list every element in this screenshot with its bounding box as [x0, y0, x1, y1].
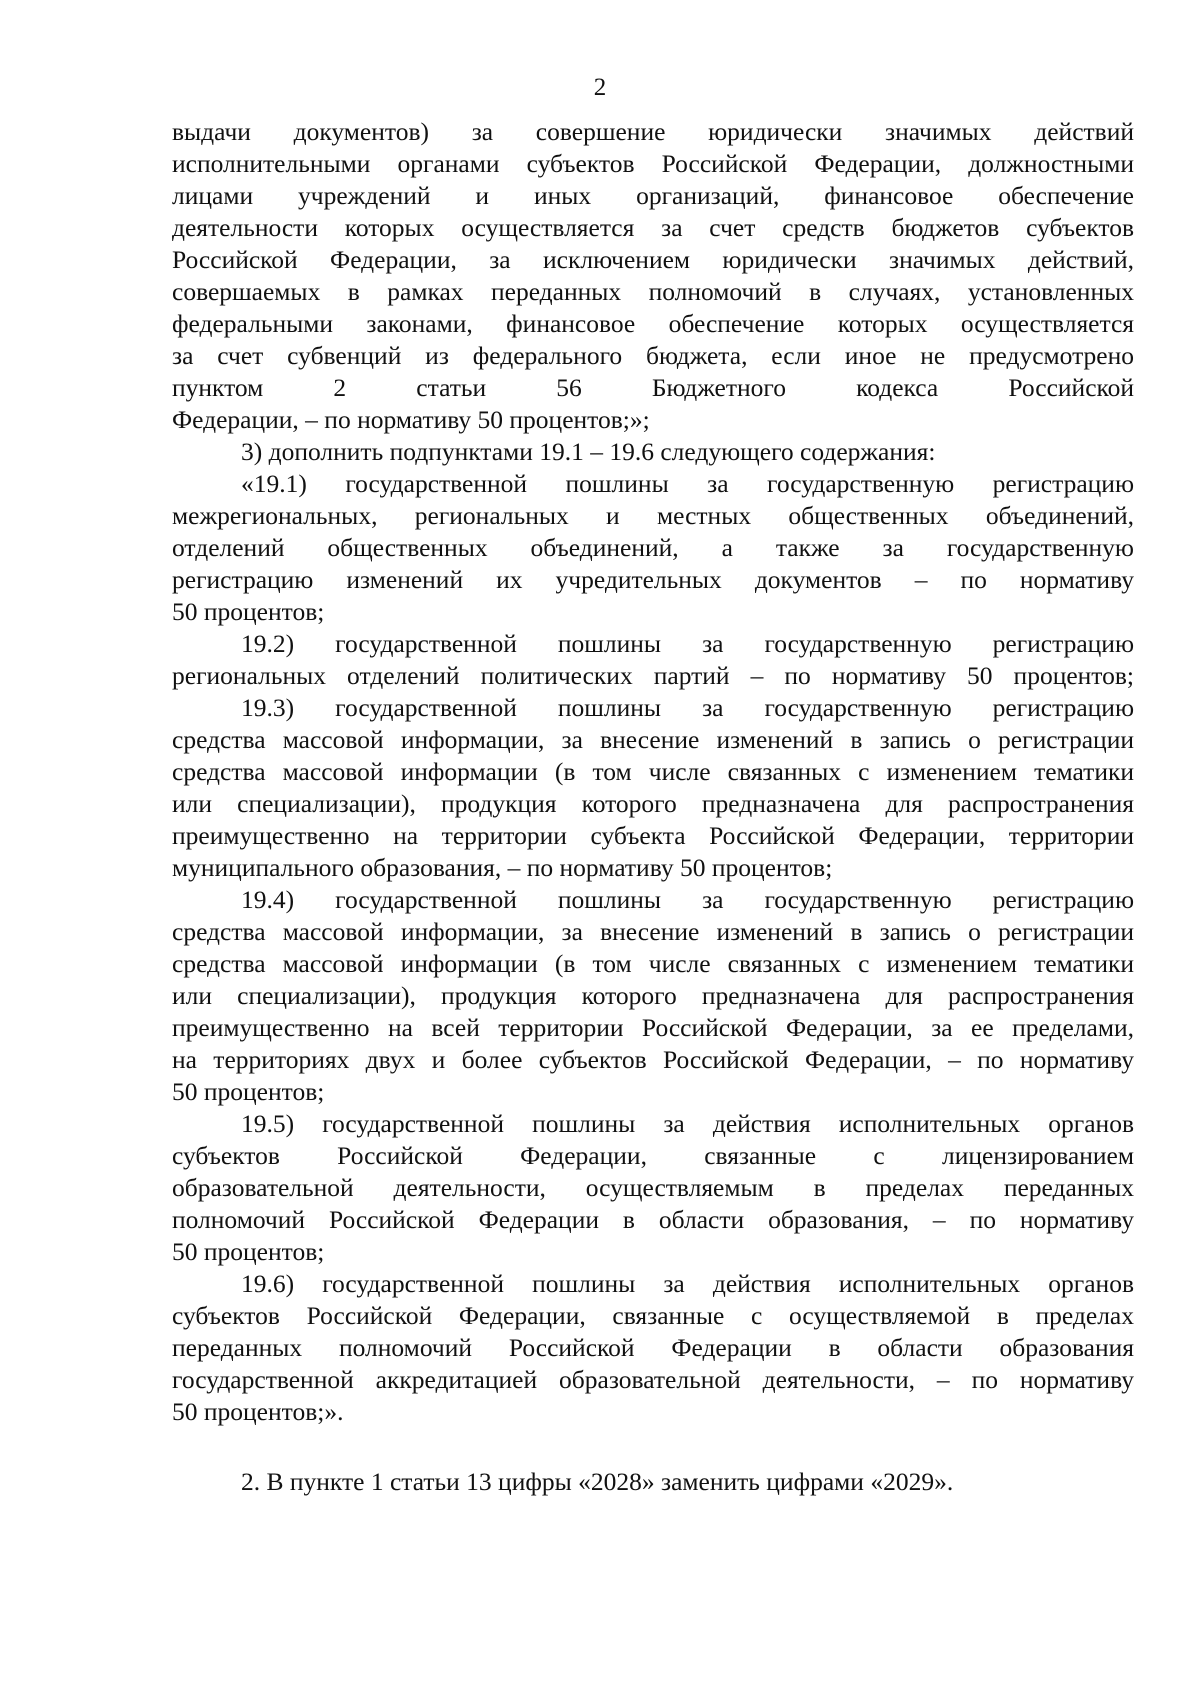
- text-line: средства массовой информации, за внесение изменений в запись о регистрации: [172, 725, 1134, 754]
- text-line: или специализации), продукция которого предназначена для распространения: [172, 981, 1134, 1010]
- text-line: 50 процентов;: [172, 1077, 325, 1106]
- text-line: 19.6) государственной пошлины за действия исполнительных органов: [241, 1269, 1134, 1298]
- text-line: «19.1) государственной пошлины за государственную регистрацию: [241, 469, 1134, 498]
- text-line: преимущественно на территории субъекта Российской Федерации, территории: [172, 821, 1134, 850]
- text-line: исполнительными органами субъектов Российской Федерации, должностными: [172, 149, 1134, 178]
- text-line: или специализации), продукция которого предназначена для распространения: [172, 789, 1134, 818]
- text-line: средства массовой информации, за внесение изменений в запись о регистрации: [172, 917, 1134, 946]
- text-line: полномочий Российской Федерации в области образования, – по нормативу: [172, 1205, 1134, 1234]
- text-line: субъектов Российской Федерации, связанные с осуществляемой в пределах: [172, 1301, 1134, 1330]
- text-line: государственной аккредитацией образовательной деятельности, – по нормативу: [172, 1365, 1134, 1394]
- text-line: за счет субвенций из федерального бюджета, если иное не предусмотрено: [172, 341, 1134, 370]
- text-line: Российской Федерации, за исключением юридически значимых действий,: [172, 245, 1134, 274]
- text-line: преимущественно на всей территории Российской Федерации, за ее пределами,: [172, 1013, 1134, 1042]
- text-line: 3) дополнить подпунктами 19.1 – 19.6 следующего содержания:: [241, 437, 936, 466]
- final-paragraph: 2. В пункте 1 статьи 13 цифры «2028» заменить цифрами «2029».: [241, 1467, 954, 1496]
- text-line: переданных полномочий Российской Федерации в области образования: [172, 1333, 1134, 1362]
- text-line: 50 процентов;: [172, 1237, 325, 1266]
- text-line: 50 процентов;».: [172, 1397, 344, 1426]
- text-line: отделений общественных объединений, а также за государственную: [172, 533, 1134, 562]
- text-line: пунктом 2 статьи 56 Бюджетного кодекса Российской: [172, 373, 1134, 402]
- text-line: деятельности которых осуществляется за счет средств бюджетов субъектов: [172, 213, 1134, 242]
- text-line: 19.5) государственной пошлины за действия исполнительных органов: [241, 1109, 1134, 1138]
- text-line: федеральными законами, финансовое обеспечение которых осуществляется: [172, 309, 1134, 338]
- text-line: средства массовой информации (в том числе связанных с изменением тематики: [172, 757, 1134, 786]
- text-line: межрегиональных, региональных и местных общественных объединений,: [172, 501, 1134, 530]
- text-line: региональных отделений политических партий – по нормативу 50 процентов;: [172, 661, 1134, 690]
- text-line: совершаемых в рамках переданных полномочий в случаях, установленных: [172, 277, 1134, 306]
- text-line: 19.2) государственной пошлины за государственную регистрацию: [241, 629, 1134, 658]
- paragraph-spacer: [172, 1428, 1134, 1466]
- text-line: 50 процентов;: [172, 597, 325, 626]
- text-line: 19.3) государственной пошлины за государственную регистрацию: [241, 693, 1134, 722]
- text-line: образовательной деятельности, осуществляемым в пределах переданных: [172, 1173, 1134, 1202]
- text-line: Федерации, – по нормативу 50 процентов;»;: [172, 405, 650, 434]
- text-line: лицами учреждений и иных организаций, финансовое обеспечение: [172, 181, 1134, 210]
- text-line: регистрацию изменений их учредительных документов – по нормативу: [172, 565, 1134, 594]
- document-body: [172, 116, 1134, 1498]
- text-line: 19.4) государственной пошлины за государственную регистрацию: [241, 885, 1134, 914]
- page-number: 2: [593, 74, 607, 101]
- text-line: средства массовой информации (в том числе связанных с изменением тематики: [172, 949, 1134, 978]
- text-line: выдачи документов) за совершение юридически значимых действий: [172, 117, 1134, 146]
- text-line: муниципального образования, – по нормативу 50 процентов;: [172, 853, 833, 882]
- text-line: на территориях двух и более субъектов Российской Федерации, – по нормативу: [172, 1045, 1134, 1074]
- text-line: субъектов Российской Федерации, связанные с лицензированием: [172, 1141, 1134, 1170]
